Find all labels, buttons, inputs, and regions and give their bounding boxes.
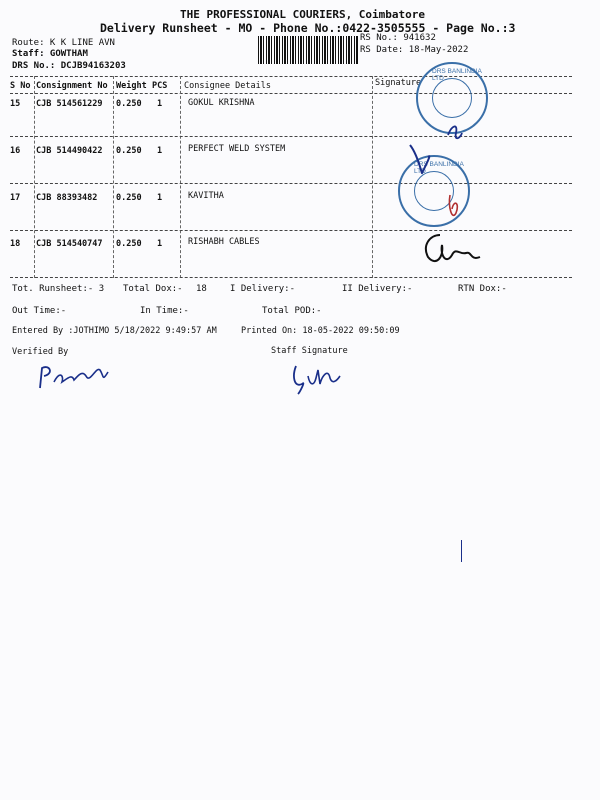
row-consignee: PERFECT WELD SYSTEM [188, 144, 286, 154]
rs-number: RS No.: 941632 [360, 33, 436, 43]
row-weight: 0.250 [116, 99, 142, 109]
row-consignee: KAVITHA [188, 191, 224, 201]
out-time: Out Time:- [12, 306, 67, 316]
row-weight: 0.250 [116, 146, 142, 156]
company-stamp-2: DRS BANLINDIA LTD [398, 155, 470, 227]
recipient-signatures [400, 95, 500, 275]
col-header-weight: Weight [116, 81, 147, 91]
entered-by: Entered By :JOTHIMO 5/18/2022 9:49:57 AM [12, 326, 217, 336]
col-separator [34, 76, 35, 278]
row-consignment: CJB 514540747 [36, 239, 103, 249]
table-bottom-divider [10, 277, 572, 278]
tot-runsheet: Tot. Runsheet:- 3 [12, 284, 105, 294]
row-sno: 15 [10, 99, 21, 109]
row-consignee: GOKUL KRISHNA [188, 98, 255, 108]
stray-pen-mark [461, 540, 462, 562]
verifier-signature [30, 356, 120, 396]
col-separator [372, 76, 373, 278]
ii-delivery: II Delivery:- [342, 284, 413, 294]
col-header-pcs: PCS [152, 81, 168, 91]
total-pod: Total POD:- [262, 306, 322, 316]
col-header-signature: Signature [375, 78, 422, 88]
row-pcs: 1 [157, 193, 163, 203]
row-consignment: CJB 88393482 [36, 193, 98, 203]
staff-signature [286, 356, 356, 396]
row-consignee: RISHABH CABLES [188, 237, 260, 247]
row-pcs: 1 [157, 99, 163, 109]
total-dox-value: 18 [196, 284, 207, 294]
row-weight: 0.250 [116, 193, 142, 203]
staff-signature-label: Staff Signature [271, 346, 348, 356]
row-weight: 0.250 [116, 239, 142, 249]
table-top-divider [10, 76, 572, 77]
printed-on: Printed On: 18-05-2022 09:50:09 [241, 326, 400, 336]
row-pcs: 1 [157, 146, 163, 156]
rs-date: RS Date: 18-May-2022 [360, 45, 469, 55]
row-consignment: CJB 514490422 [36, 146, 103, 156]
barcode [258, 36, 358, 64]
row-sno: 18 [10, 239, 21, 249]
col-header-consignee: Consignee Details [184, 81, 271, 91]
col-separator [113, 76, 114, 278]
row-consignment: CJB 514561229 [36, 99, 103, 109]
staff-label: Staff: GOWTHAM [12, 49, 88, 59]
in-time: In Time:- [140, 306, 189, 316]
i-delivery: I Delivery:- [230, 284, 296, 294]
total-dox-label: Total Dox:- [123, 284, 183, 294]
rtn-dox: RTN Dox:- [458, 284, 507, 294]
drs-number: DRS No.: DCJB94163203 [12, 61, 126, 71]
verified-by-label: Verified By [12, 347, 69, 357]
route-label: Route: K K LINE AVN [12, 38, 115, 48]
col-separator [180, 76, 181, 278]
row-pcs: 1 [157, 239, 163, 249]
row-sno: 17 [10, 193, 21, 203]
col-header-consignment: Consignment No [36, 81, 108, 91]
company-stamp-1: DRS BANLINDIA LTD [416, 62, 488, 134]
col-header-sno: S No [10, 81, 31, 91]
runsheet-title: Delivery Runsheet - MO - Phone No.:0422-3505555 - Page No.:3 [100, 21, 516, 35]
row-sno: 16 [10, 146, 21, 156]
company-title: THE PROFESSIONAL COURIERS, Coimbatore [180, 8, 426, 21]
